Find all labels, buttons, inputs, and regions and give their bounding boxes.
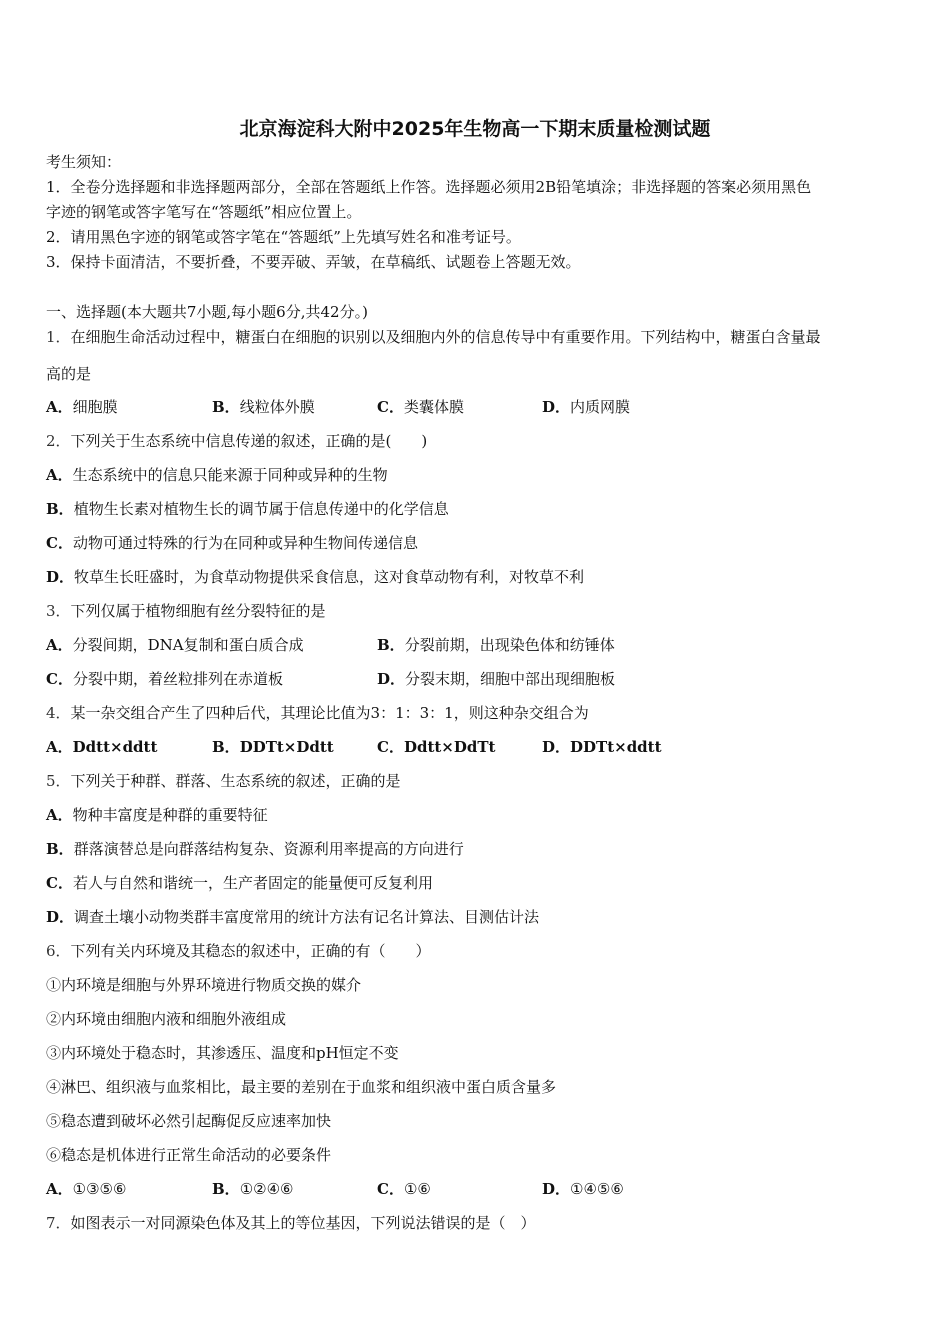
question-5-option-c (46, 873, 433, 893)
question-6-statement-1: ①内环境是细胞与外界环境进行物质交换的媒介 (46, 976, 362, 994)
question-1-stem-continued: 高的是 (46, 365, 92, 383)
option-letter: A． (46, 398, 73, 416)
option-letter: B． (212, 398, 240, 416)
notice-item-1-line-1: 1．全卷分选择题和非选择题两部分，全部在答题纸上作答。选择题必须用2B铅笔填涂；非选择题的答案必须用黑色 (46, 178, 812, 196)
option-a (46, 397, 118, 417)
option-b (212, 1179, 293, 1199)
option-text: 分裂中期，着丝粒排列在赤道板 (72, 670, 283, 688)
option-letter: C． (46, 534, 73, 552)
option-text: ①④⑤⑥ (570, 1180, 624, 1198)
option-letter: C． (46, 874, 73, 892)
option-text: 类囊体膜 (403, 398, 464, 416)
option-text: 物种丰富度是种群的重要特征 (72, 806, 268, 824)
question-5-stem (46, 771, 401, 791)
question-2-stem (46, 431, 427, 451)
option-text: 内质网膜 (570, 398, 631, 416)
option-text: 若人与自然和谐统一，生产者固定的能量便可反复利用 (72, 874, 433, 892)
option-a (46, 1179, 126, 1199)
option-letter: A． (46, 466, 73, 484)
option-text: ①⑥ (403, 1180, 431, 1198)
question-2-option-c (46, 533, 418, 553)
question-number: 1． (46, 328, 71, 346)
question-7-stem (46, 1213, 536, 1233)
option-c (377, 397, 464, 417)
question-text: 下列关于种群、群落、生态系统的叙述，正确的是 (70, 772, 401, 790)
option-text: 牧草生长旺盛时，为食草动物提供采食信息，这对食草动物有利，对牧草不利 (74, 568, 585, 586)
option-letter: D． (542, 398, 571, 416)
question-text: 下列关于生态系统中信息传递的叙述，正确的是( ) (70, 432, 428, 450)
option-text: 生态系统中的信息只能来源于同种或异种的生物 (72, 466, 388, 484)
option-text: Ddtt×DdTt (403, 738, 496, 756)
option-text: 分裂末期，细胞中部出现细胞板 (405, 670, 616, 688)
question-text: 下列有关内环境及其稳态的叙述中，正确的有（ ） (70, 942, 431, 960)
option-c (377, 1179, 431, 1199)
option-letter: A． (46, 806, 73, 824)
option-text: 动物可通过特殊的行为在同种或异种生物间传递信息 (72, 534, 418, 552)
option-text: 分裂间期，DNA复制和蛋白质合成 (72, 636, 304, 654)
question-3-stem (46, 601, 326, 621)
question-number: 5． (46, 772, 71, 790)
option-letter: A． (46, 738, 73, 756)
option-d (542, 397, 630, 417)
notice-item-1-line-2: 字迹的钢笔或答字笔写在“答题纸”相应位置上。 (46, 203, 362, 221)
option-letter: B． (46, 840, 74, 858)
option-letter: D． (542, 1180, 571, 1198)
option-letter: D． (377, 670, 406, 688)
section-heading: 一、选择题(本大题共7小题,每小题6分,共42分。) (46, 303, 368, 321)
option-letter: C． (46, 670, 73, 688)
option-text: 调查土壤小动物类群丰富度常用的统计方法有记名计算法、目测估计法 (74, 908, 540, 926)
question-2-option-d (46, 567, 584, 587)
option-b (212, 737, 334, 757)
question-number: 4． (46, 704, 71, 722)
exam-title: 北京海淀科大附中2025年生物高一下期末质量检测试题 (239, 118, 711, 140)
question-6-statement-2: ②内环境由细胞内液和细胞外液组成 (46, 1010, 287, 1028)
option-d (542, 1179, 624, 1199)
option-letter: D． (46, 908, 75, 926)
question-6-statement-3: ③内环境处于稳态时，其渗透压、温度和pH恒定不变 (46, 1044, 399, 1062)
option-text: ①②④⑥ (239, 1180, 294, 1198)
option-c (46, 669, 283, 689)
option-b (377, 635, 615, 655)
option-d (542, 737, 662, 757)
option-text: Ddtt×ddtt (72, 738, 158, 756)
option-letter: C． (377, 398, 404, 416)
question-number: 7． (46, 1214, 71, 1232)
question-5-option-d (46, 907, 539, 927)
question-6-stem (46, 941, 431, 961)
option-letter: B． (212, 1180, 240, 1198)
option-text: 细胞膜 (72, 398, 118, 416)
question-number: 3． (46, 602, 71, 620)
option-b (212, 397, 315, 417)
option-a (46, 635, 304, 655)
question-2-option-b (46, 499, 449, 519)
option-text: 群落演替总是向群落结构复杂、资源利用率提高的方向进行 (73, 840, 464, 858)
question-4-stem (46, 703, 589, 723)
option-text: 分裂前期，出现染色体和纺锤体 (404, 636, 615, 654)
question-number: 2． (46, 432, 71, 450)
question-6-statement-6: ⑥稳态是机体进行正常生命活动的必要条件 (46, 1146, 332, 1164)
option-text: 植物生长素对植物生长的调节属于信息传递中的化学信息 (73, 500, 449, 518)
option-a (46, 737, 157, 757)
question-2-option-a (46, 465, 388, 485)
question-1-stem (46, 327, 821, 347)
option-letter: D． (542, 738, 571, 756)
question-text: 下列仅属于植物细胞有丝分裂特征的是 (70, 602, 326, 620)
option-letter: A． (46, 636, 73, 654)
option-letter: A． (46, 1180, 73, 1198)
question-6-statement-4: ④淋巴、组织液与血浆相比，最主要的差别在于血浆和组织液中蛋白质含量多 (46, 1078, 557, 1096)
option-d (377, 669, 615, 689)
option-letter: C． (377, 738, 404, 756)
option-c (377, 737, 495, 757)
option-letter: B． (377, 636, 405, 654)
option-letter: B． (46, 500, 74, 518)
question-6-statement-5: ⑤稳态遭到破坏必然引起酶促反应速率加快 (46, 1112, 332, 1130)
question-text: 某一杂交组合产生了四种后代，其理论比值为3：1：3：1，则这种杂交组合为 (70, 704, 589, 722)
option-text: 线粒体外膜 (239, 398, 315, 416)
option-text: DDTt×ddtt (570, 738, 662, 756)
notice-item-2: 2．请用黑色字迹的钢笔或答字笔在“答题纸”上先填写姓名和准考证号。 (46, 228, 521, 246)
notice-heading: 考生须知： (46, 153, 122, 171)
question-text: 如图表示一对同源染色体及其上的等位基因，下列说法错误的是（ ） (70, 1214, 536, 1232)
option-text: ①③⑤⑥ (72, 1180, 127, 1198)
question-5-option-a (46, 805, 268, 825)
question-text: 在细胞生命活动过程中，糖蛋白在细胞的识别以及细胞内外的信息传导中有重要作用。下列结构中，糖蛋白含量最 (70, 328, 821, 346)
question-number: 6． (46, 942, 71, 960)
notice-item-3: 3．保持卡面清洁，不要折叠，不要弄破、弄皱，在草稿纸、试题卷上答题无效。 (46, 253, 581, 271)
option-letter: C． (377, 1180, 404, 1198)
option-letter: B． (212, 738, 240, 756)
option-text: DDTt×Ddtt (239, 738, 334, 756)
question-5-option-b (46, 839, 464, 859)
option-letter: D． (46, 568, 75, 586)
